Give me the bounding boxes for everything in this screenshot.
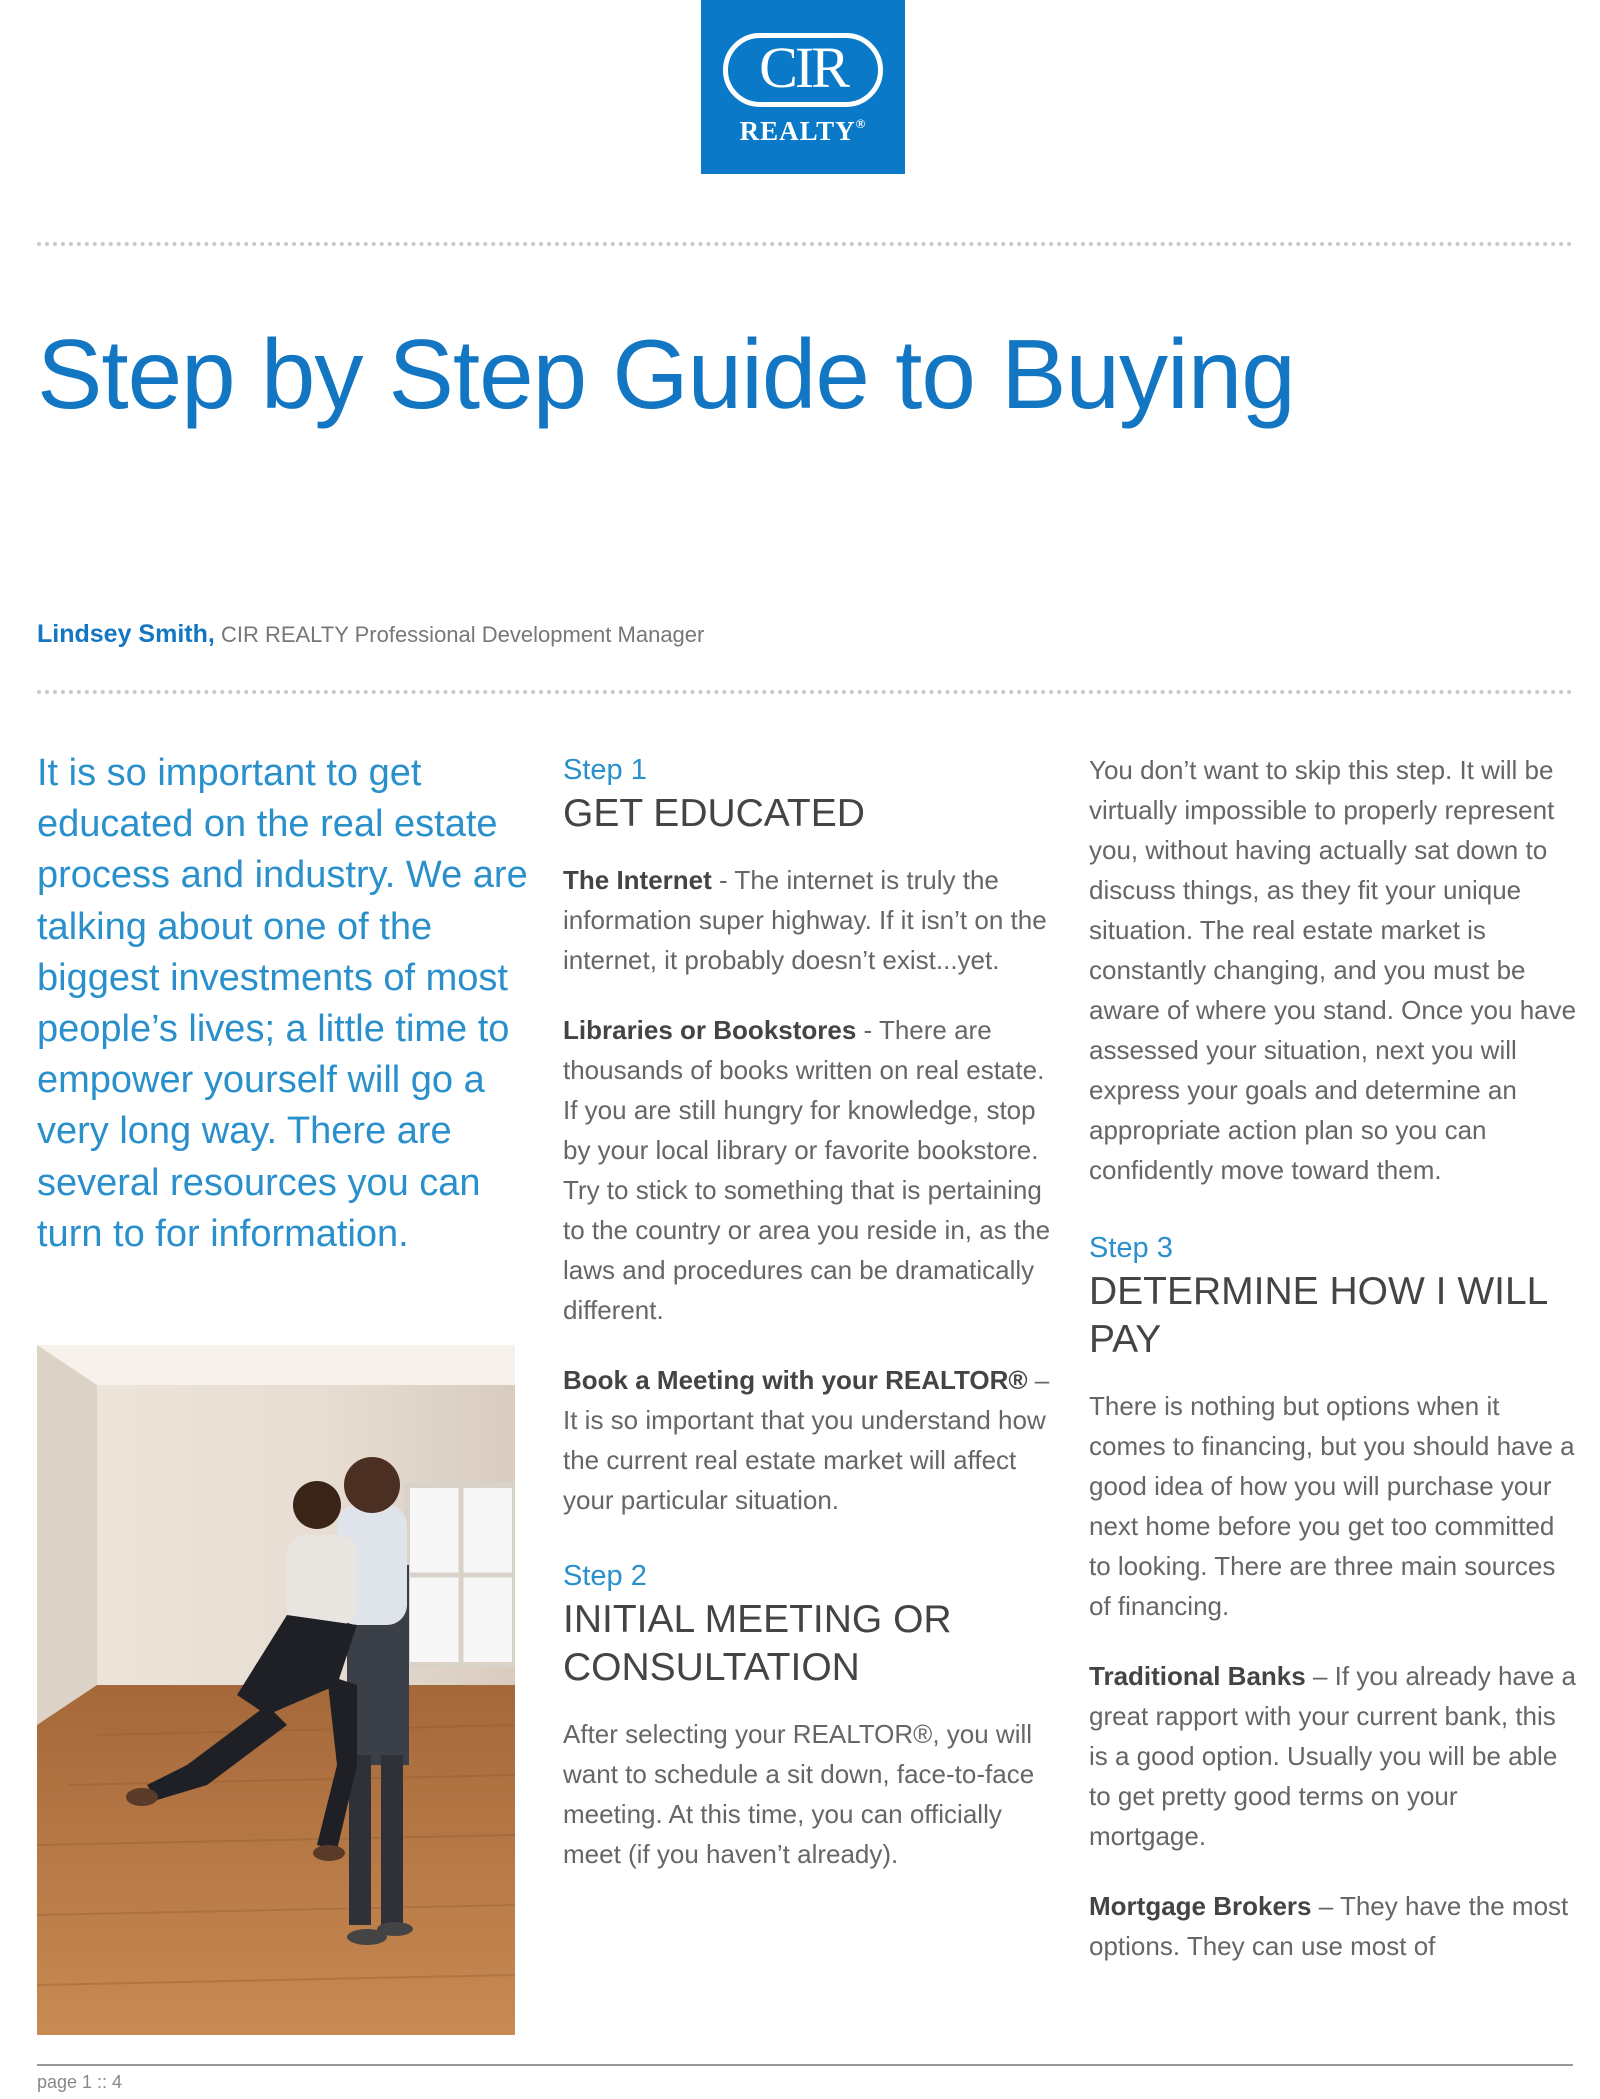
top-divider [37,242,1573,246]
step3-label: Step 3 [1089,1232,1173,1264]
step3-heading: DETERMINE HOW I WILL PAY [1089,1270,1547,1361]
internet-text: - The internet is truly the information super highway. If it isn’t on the internet, it probably doesn’t exist...yet. [563,865,1047,975]
step2-label: Step 2 [563,1560,647,1592]
couple-hugging-photo [37,1345,515,2035]
libraries-lead: Libraries or Bookstores [563,1015,857,1045]
step1-libraries [563,1010,1051,1330]
intro-pullquote: It is so important to get educated on the real estate process and industry. We are talking about one of the biggest investments of most people’s lives; a little time to empower yourself will go a very long way. There are several resources you can turn to for information. [37,752,528,1255]
byline [37,620,704,649]
step1-heading: GET EDUCATED [563,792,865,835]
step3-brokers [1089,1886,1577,1966]
internet-lead: The Internet [563,865,712,895]
step1-internet [563,860,1051,980]
logo-trademark: ® [855,116,867,131]
author-name: Lindsey Smith, [37,620,215,648]
meeting-lead: Book a Meeting with your REALTOR® [563,1365,1028,1395]
page-title: Step by Step Guide to Buying [37,319,1295,429]
banks-text: – If you already have a great rapport with your current bank, this is a good option. Usually you will be able to get pretty good terms on your mortgage. [1089,1661,1577,1851]
step1-meeting [563,1360,1051,1520]
column-middle [563,752,1051,1904]
page-number: page 1 :: 4 [37,2072,123,2092]
cir-realty-logo [701,0,905,174]
step2-continued: You don’t want to skip this step. It will be virtually impossible to properly represent you, without having actually sat down to discuss things, as they fit your unique situation. The real estate market is constantly changing, and you must be aware of where you stand. Once you have assessed your situation, next you will express your goals and determine an appropriate action plan so you can confidently move toward them. [1089,755,1577,1185]
logo-wordmark: REALTY [739,116,856,146]
logo-word [701,116,905,147]
step2-text: After selecting your REALTOR®, you will want to schedule a sit down, face-to-face meeting. At this time, you can officially meet (if you haven’t already). [563,1719,1035,1869]
author-role: CIR REALTY Professional Development Manager [220,622,705,647]
photo-illustration [37,1345,515,2035]
step3-banks [1089,1656,1577,1856]
footer-rule [37,2064,1573,2066]
logo-mark: CIR [759,35,847,100]
meeting-text: – It is so important that you understand how the current real estate market will affect your particular situation. [563,1365,1050,1515]
byline-divider [37,690,1573,694]
step1-label: Step 1 [563,754,647,786]
banks-lead: Traditional Banks [1089,1661,1306,1691]
libraries-text: - There are thousands of books written on real estate. If you are still hungry for knowledge, stop by your local library or favorite bookstore. Try to stick to something that is pertaining to the country or area you reside in, as the laws and procedures can be dramatically different. [563,1015,1051,1325]
step2-heading: INITIAL MEETING OR CONSULTATION [563,1598,952,1689]
brokers-text: – They have the most options. They can use most of [1089,1891,1569,1961]
step3-text: There is nothing but options when it comes to financing, but you should have a good idea of how you will purchase your next home before you get too committed to looking. There are three main sources of financing. [1089,1391,1575,1621]
column-right [1089,750,1577,1996]
brokers-lead: Mortgage Brokers [1089,1891,1312,1921]
